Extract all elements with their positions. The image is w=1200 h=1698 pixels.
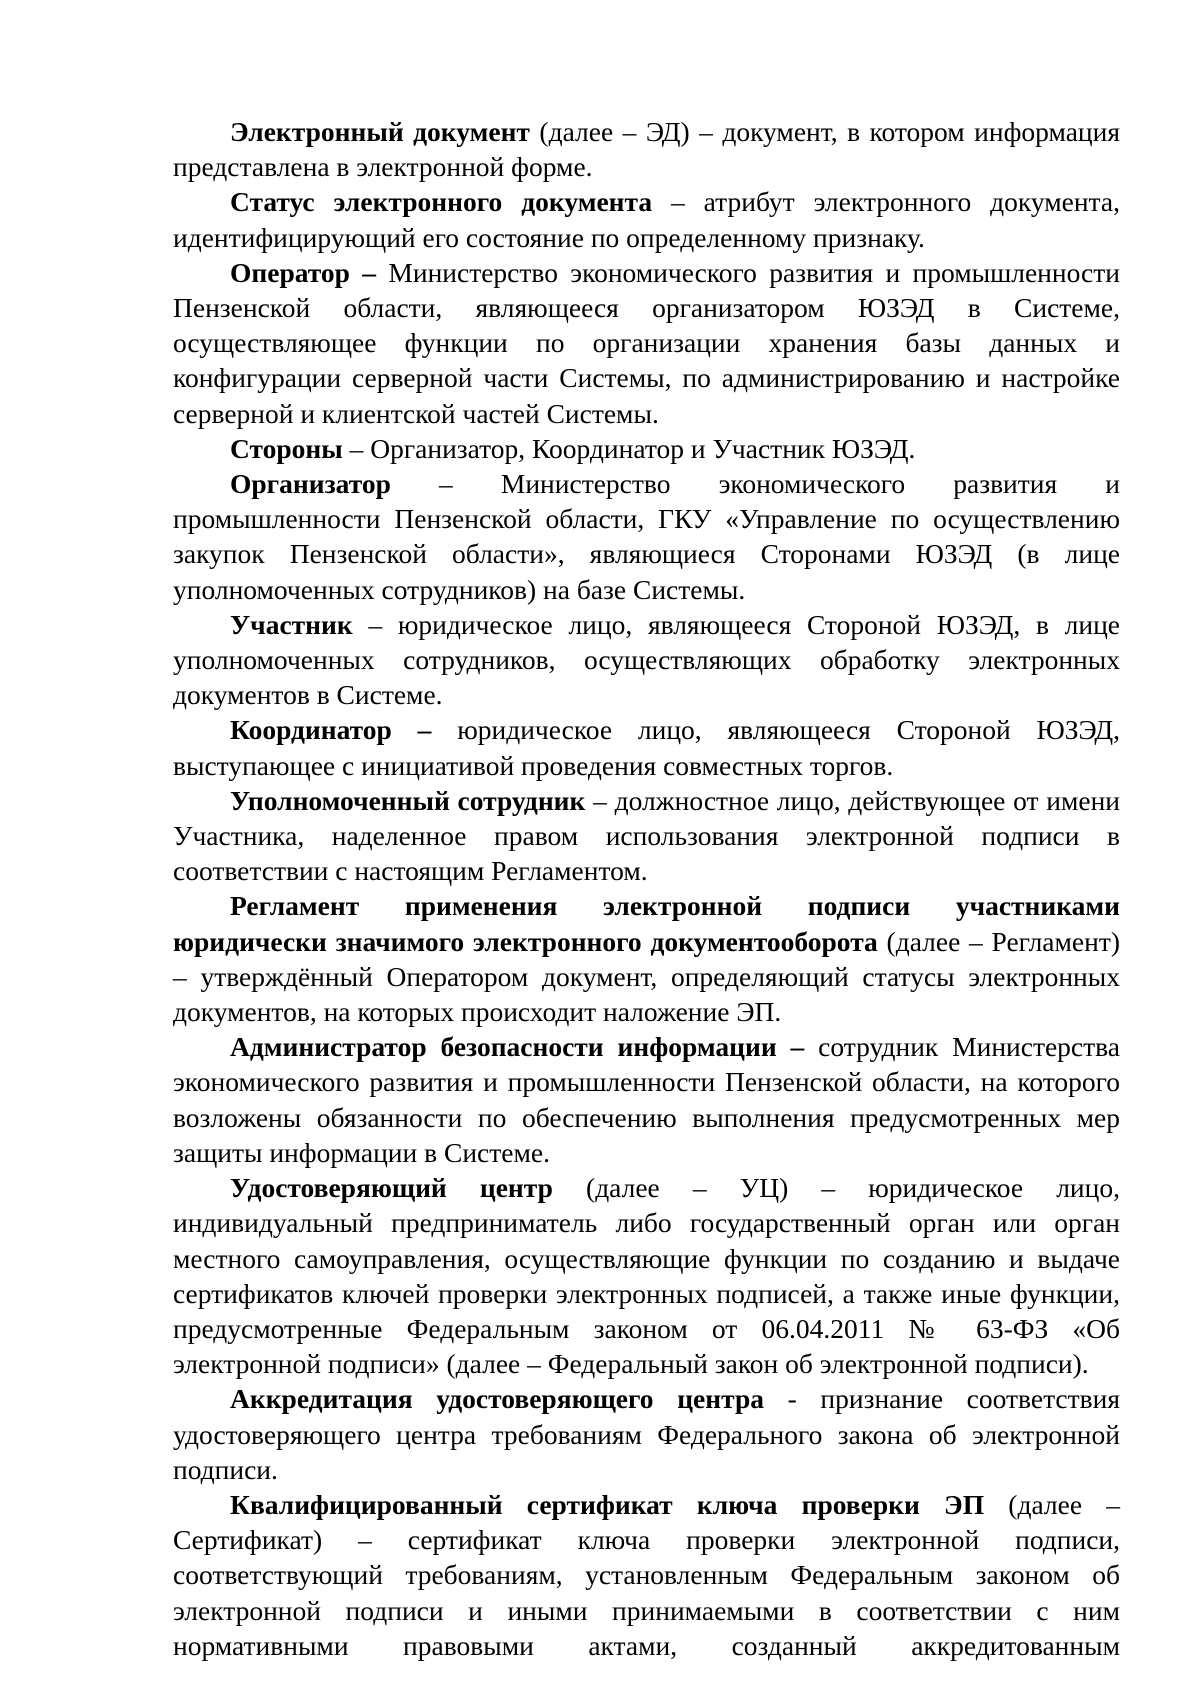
definition-term: Участник — [230, 608, 353, 640]
definition-term: Организатор — [230, 468, 391, 500]
definition-paragraph — [173, 607, 1120, 713]
definition-paragraph — [173, 712, 1120, 782]
definition-text: (далее – Регламент) – утверждённый Оператором документ, определяющий статусы электронных документов, на которых происходит наложение ЭП. — [173, 925, 1120, 1028]
definition-text: (далее – ЭД) – документ, в котором информация представлена в электронной форме. — [173, 116, 1120, 183]
definition-text: – юридическое лицо, являющееся Стороной ЮЗЭД, в лице уполномоченных сотрудников, осуществляющих обработку электронных документов в Системе. — [173, 608, 1120, 711]
definition-text: (далее – УЦ) – юридическое лицо, индивидуальный предприниматель либо государственный орган или орган местного самоуправления, осуществляющие функции по созданию и выдаче сертификатов ключей проверки электронных подписей, а также иные функции, предусмотренные Федеральным законом от 06.04.2011 № 63-ФЗ «Об электронной подписи» (далее – Федеральный закон об электронной подписи). — [173, 1172, 1120, 1380]
definition-paragraph — [173, 431, 1120, 466]
definition-term: Удостоверяющий центр — [230, 1172, 553, 1204]
definition-paragraph — [173, 1170, 1120, 1381]
definition-text: Министерство экономического развития и промышленности Пензенской области, являющееся организатором ЮЗЭД в Системе, осуществляющее функции по организации хранения базы данных и конфигурации серверной части Системы, по администрированию и настройке серверной и клиентской частей Системы. — [173, 256, 1120, 429]
definition-text: - признание соответствия удостоверяющего центра требованиям Федерального закона об электронной подписи. — [173, 1383, 1120, 1485]
definition-text: сотрудник Министерства экономического развития и промышленности Пензенской области, на которого возложены обязанности по обеспечению выполнения предусмотренных мер защиты информации в Системе. — [173, 1031, 1120, 1168]
definition-text: – атрибут электронного документа, идентифицирующий его состояние по определенному признаку. — [173, 186, 1120, 253]
definition-text: – Министерство экономического развития и промышленности Пензенской области, ГКУ «Управление по осуществлению закупок Пензенской области», являющиеся Сторонами ЮЗЭД (в лице уполномоченных сотрудников) на базе Системы. — [173, 468, 1120, 605]
definition-term: Администратор безопасности информации – — [230, 1031, 805, 1063]
definition-term: Квалифицированный сертификат ключа проверки ЭП — [230, 1488, 985, 1520]
definition-paragraph — [173, 255, 1120, 431]
definition-paragraph — [173, 466, 1120, 607]
definition-term: Аккредитация удостоверяющего центра — [230, 1383, 764, 1415]
definition-term: Оператор – — [230, 256, 377, 288]
definition-paragraph — [173, 1381, 1120, 1487]
definition-paragraph — [173, 888, 1120, 1029]
definition-term: Регламент применения электронной подписи участниками юридически значимого электронного документооборота — [173, 890, 1120, 957]
definition-text: – должностное лицо, действующее от имени Участника, наделенное правом использования электронной подписи в соответствии с настоящим Регламентом. — [173, 784, 1120, 887]
definition-text: – Организатор, Координатор и Участник ЮЗЭД. — [342, 432, 916, 464]
definition-text: юридическое лицо, являющееся Стороной ЮЗЭД, выступающее с инициативой проведения совместных торгов. — [173, 714, 1120, 781]
document-page — [173, 114, 1120, 1663]
definition-term: Стороны — [230, 432, 343, 464]
definition-paragraph — [173, 783, 1120, 889]
definition-term: Уполномоченный сотрудник — [230, 784, 586, 816]
definition-paragraph — [173, 184, 1120, 254]
definition-paragraph — [173, 1029, 1120, 1170]
definition-term: Статус электронного документа — [230, 186, 653, 218]
definition-term: Координатор – — [230, 714, 432, 746]
definition-text: (далее – Сертификат) – сертификат ключа проверки электронной подписи, соответствующий требованиям, установленным Федеральным законом об электронной подписи и иными принимаемыми в соответствии с ним нормативными правовыми актами, созданный аккредитованным — [173, 1488, 1120, 1661]
definition-paragraph — [173, 1487, 1120, 1663]
definition-term: Электронный документ — [230, 116, 530, 147]
definition-paragraph — [173, 114, 1120, 184]
